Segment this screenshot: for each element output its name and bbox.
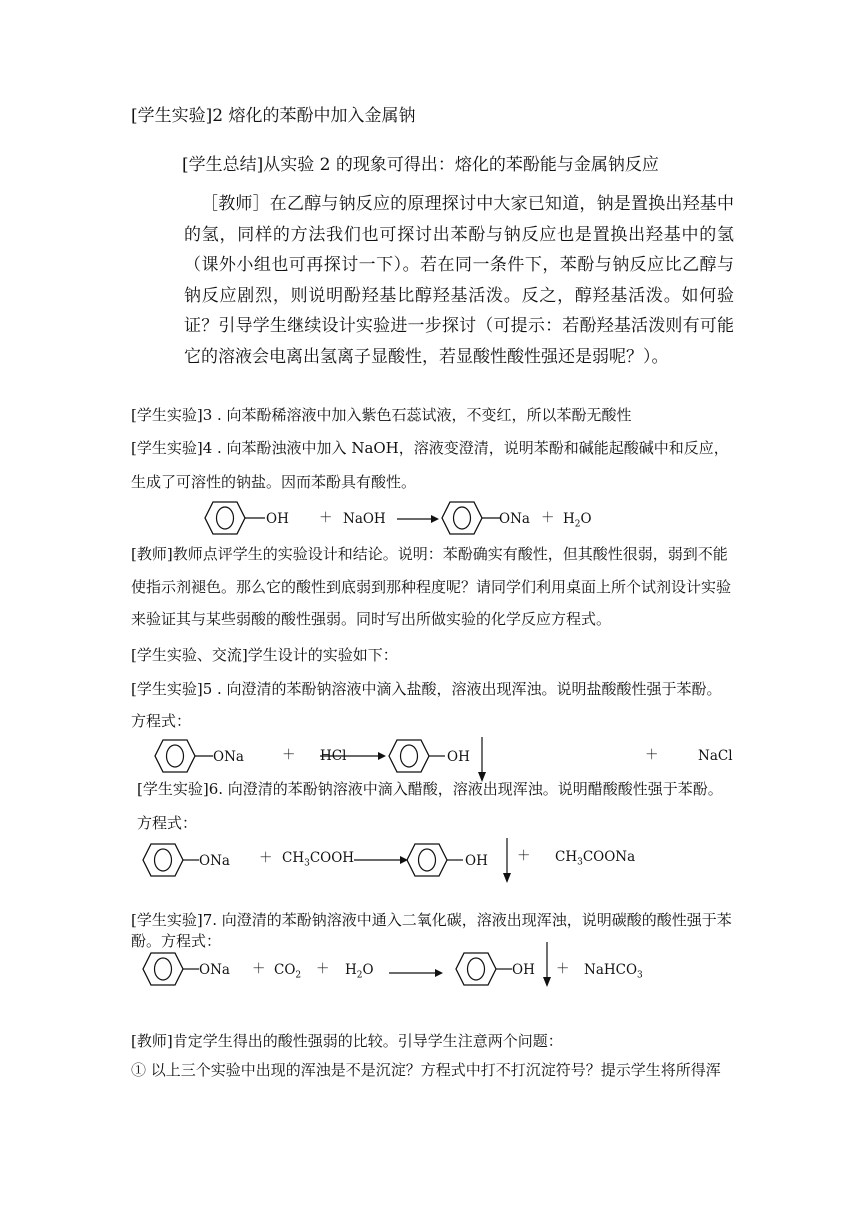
eq1-water: $H_2O$ [563,511,592,530]
student-exchange: [学生实验、交流]学生设计的实验如下： [131,646,398,664]
experiment-5-line-1: [学生实验]5 . 向澄清的苯酚钠溶液中滴入盐酸，溶液出现浑浊。说明盐酸酸性强于苯酚。 [131,680,722,698]
teacher-2-line-1: [教师]教师点评学生的实验设计和结论。说明：苯酚确实有酸性，但其酸性很弱，弱到不能 [131,545,728,563]
precipitate-arrow-icon [477,737,487,783]
eq4-water: $H_2O$ [345,962,374,981]
reaction-arrow-icon [397,514,439,524]
eq3-acetic-acid: $CH_3COOH$ [282,850,355,869]
precipitate-arrow-icon [542,942,552,988]
experiment-6-line-2: 方程式： [137,814,198,832]
eq4-sodium-bicarbonate: NaHCO$_3$ [584,962,643,981]
experiment-7-line-1: [学生实验]7. 向澄清的苯酚钠溶液中通入二氧化碳，溶液出现浑浊，说明碳酸的酸性强于苯 [131,911,732,929]
eq4-plus-1: ＋ [252,961,266,977]
eq3-ona: ONa [199,853,230,869]
eq4-co2: $CO_2$ [274,962,302,981]
eq4-plus-3: ＋ [556,961,570,977]
eq1-naoh: NaOH [343,511,386,527]
benzene-ring-icon [155,738,195,774]
teacher-3-text: [教师]肯定学生得出的酸性强弱的比较。引导学生注意两个问题： [131,1032,563,1050]
precipitate-arrow-icon [502,838,512,884]
eq2-ona: ONa [213,749,244,765]
eq3-sodium-acetate: $CH_3COONa$ [555,849,636,868]
benzene-ring-icon [407,842,447,878]
eq4-plus-2: ＋ [316,961,330,977]
eq2-plus-1: ＋ [282,747,296,763]
reaction-arrow-icon [354,855,408,865]
benzene-ring-icon [143,842,183,878]
eq4-ona: ONa [199,962,230,978]
eq2-hcl: HCl [320,748,347,764]
benzene-ring-icon [143,951,183,987]
experiment-4-line-2: 生成了可溶性的钠盐。因而苯酚具有酸性。 [131,473,417,491]
benzene-ring-icon [389,738,429,774]
experiment-4-line-1: [学生实验]4 . 向苯酚浊液中加入 NaOH，溶液变澄清，说明苯酚和碱能起酸碱中和反应， [131,439,729,457]
teacher-2-line-2: 使指示剂褪色。那么它的酸性到底弱到那种程度呢？请同学们利用桌面上所个试剂设计实验 [131,578,732,596]
reaction-arrow-icon [389,968,443,978]
eq2-oh: OH [447,749,470,765]
experiment-7-line-2: 酚。方程式： [131,932,222,950]
eq1-oh: OH [266,511,289,527]
eq1-plus-2: ＋ [541,510,555,526]
reaction-arrow-icon [320,751,386,761]
experiment-6-line-1: [学生实验]6. 向澄清的苯酚钠溶液中滴入醋酸，溶液出现浑浊。说明醋酸酸性强于苯酚。 [137,780,723,798]
teacher-paragraph-1: ［教师］在乙醇与钠反应的原理探讨中大家已知道，钠是置换出羟基中的氢，同样的方法我们也可探讨出苯酚与钠反应也是置换出羟基中的氢（课外小组也可再探讨一下）。若在同一条件下，苯酚与钠反应比乙醇与钠反应剧烈，则说明酚羟基比醇羟基活泼。反之，醇羟基活泼。如何验证？引导学生继续设计实验进一步探讨（可提示：若酚羟基活泼则有可能它的溶液会电离出氢离子显酸性，若显酸性酸性强还是弱呢？）。 [184,194,734,367]
experiment-3-text: [学生实验]3 . 向苯酚稀溶液中加入紫色石蕊试液，不变红，所以苯酚无酸性 [131,406,632,424]
eq1-plus-1: ＋ [319,510,333,526]
experiment-5-line-2: 方程式： [131,712,192,730]
student-summary: [学生总结]从实验 2 的现象可得出：熔化的苯酚能与金属钠反应 [182,155,659,175]
teacher-2-line-3: 来验证其与某些弱酸的酸性强弱。同时写出所做实验的化学反应方程式。 [131,610,612,628]
benzene-ring-icon [205,500,245,536]
experiment-2-heading: [学生实验]2 熔化的苯酚中加入金属钠 [131,106,416,126]
eq2-plus-2: ＋ [645,747,659,763]
eq4-oh: OH [512,962,535,978]
eq3-plus-1: ＋ [259,850,273,866]
point-1-text: ① 以上三个实验中出现的浑浊是不是沉淀？方程式中打不打沉淀符号？提示学生将所得浑 [131,1061,721,1079]
eq1-ona: ONa [499,511,530,527]
eq3-oh: OH [465,853,488,869]
benzene-ring-icon [442,500,482,536]
eq3-plus-2: ＋ [517,848,531,864]
benzene-ring-icon [456,951,496,987]
eq2-nacl: NaCl [698,748,733,764]
